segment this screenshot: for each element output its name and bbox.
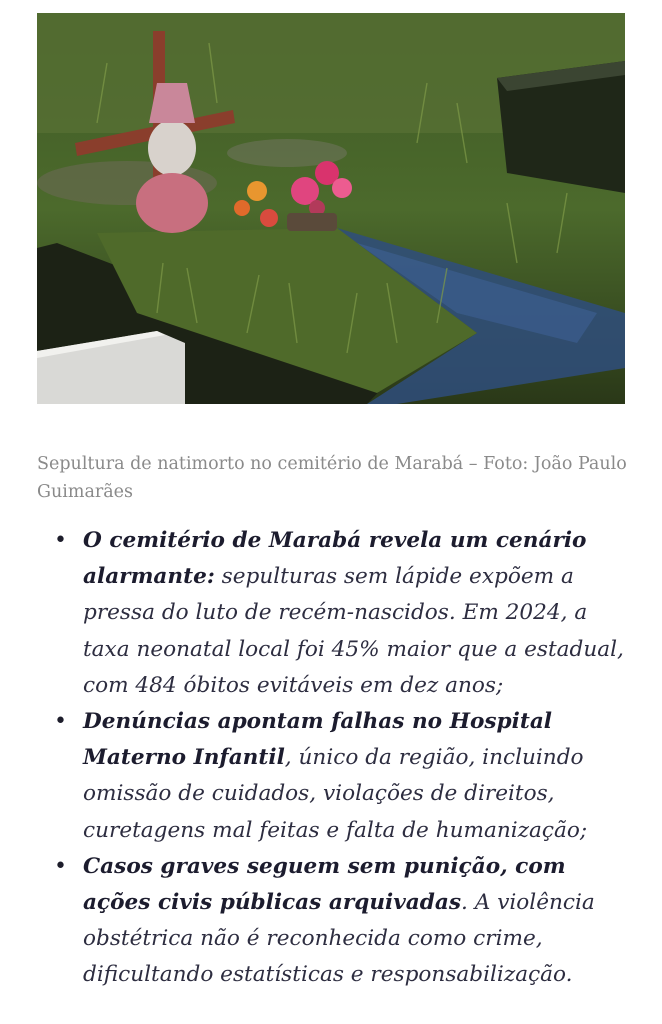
bullet-lead: Denúncias apontam falhas no Hospital Materno Infantil [83, 709, 553, 771]
list-item [37, 704, 637, 849]
bullet-text: sepulturas sem lápide expõem a pressa do luto de recém-nascidos. Em 2024, a taxa neonatal local foi 45% maior que a estadual, com 484 óbitos evitáveis em dez anos; [83, 564, 624, 698]
grave-illustration [37, 13, 625, 404]
photo-caption: Sepultura de natimorto no cemitério de Marabá – Foto: João Paulo Guimarães [37, 454, 627, 502]
bullet-text: , único da região, incluindo omissão de cuidados, violações de direitos, curetagens mal feitas e falta de humanização; [83, 745, 588, 843]
bullet-text: . A violência obstétrica não é reconhecida como crime, dificultando estatísticas e responsabilização. [83, 890, 595, 988]
bullet-lead: O cemitério de Marabá revela um cenário alarmante: [83, 528, 587, 590]
list-item [37, 523, 637, 704]
list-item [37, 849, 637, 994]
cemetery-photo [37, 13, 625, 404]
bullet-lead: Casos graves seguem sem punição, com ações civis públicas arquivadas [83, 853, 566, 916]
summary-list [37, 523, 637, 994]
